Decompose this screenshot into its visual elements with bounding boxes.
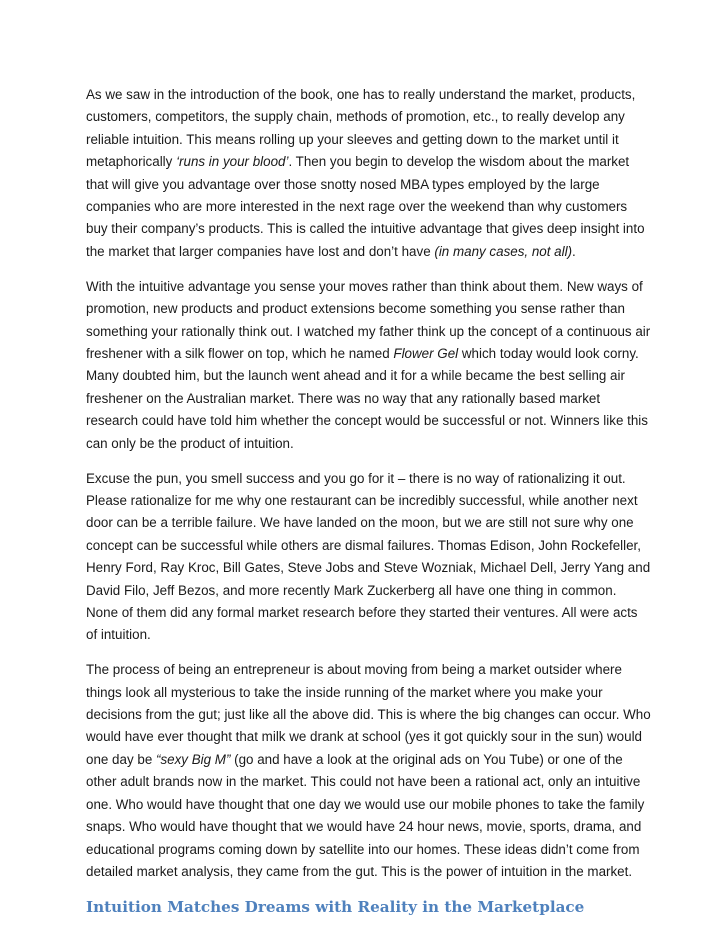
paragraph-2 <box>86 276 652 455</box>
paragraph-1-emphasis-many-cases: (in many cases, not all) <box>434 243 573 259</box>
paragraph-3 <box>86 468 652 647</box>
paragraph-2-text-continued: which today would look corny. Many doubted him, but the launch went ahead and it for a while became the best selling air freshener on the Australian market. There was no way that any rationally based market research could have told him whether the concept would be successful or not. Winners like this can only be the product of intuition. <box>86 345 648 451</box>
paragraph-3-text: Excuse the pun, you smell success and you go for it – there is no way of rationalizing it out. Please rationalize for me why one restaurant can be incredibly successful, while another next door can be a terrible failure. We have landed on the moon, but we are still not sure why one concept can be successful while others are dismal failures. Thomas Edison, John Rockefeller, Henry Ford, Ray Kroc, Bill Gates, Steve Jobs and Steve Wozniak, Michael Dell, Jerry Yang and David Filo, Jeff Bezos, and more recently Mark Zuckerberg all have one thing in common. None of them did any formal market research before they started their ventures. All were acts of intuition. <box>86 470 651 643</box>
document-body <box>86 84 652 918</box>
paragraph-4-emphasis-sexy-big-m: “sexy Big M” <box>156 751 231 767</box>
paragraph-4-text: The process of being an entrepreneur is about moving from being a market outsider where things look all mysterious to take the inside running of the market where you make your decisions from the gut; just like all the above did. This is where the big changes can occur. Who would have ever thought that milk we drank at school (yes it got quickly sour in the sun) would one day be <box>86 662 651 767</box>
section-heading: Intuition Matches Dreams with Reality in the Marketplace <box>86 897 585 916</box>
paragraph-1-text-continued: . Then you begin to develop the wisdom about the market that will give you advantage over those snotty nosed MBA types employed by the large companies who are more interested in the next rage over the weekend than why customers buy their company’s products. This is called the intuitive advantage that gives deep insight into the market that larger companies have lost and don’t have <box>86 154 645 259</box>
paragraph-2-text: With the intuitive advantage you sense your moves rather than think about them. New ways of promotion, new products and product extensions become something you sense rather than something your rationally think out. I watched my father think up the concept of a continuous air freshener with a silk flower on top, which he named <box>86 278 651 361</box>
paragraph-1 <box>86 84 652 263</box>
paragraph-4-text-continued: (go and have a look at the original ads on You Tube) or one of the other adult brands now in the market. This could not have been a rational act, only an intuitive one. Who would have thought that one day we would use our mobile phones to take the family snaps. Who would have thought that we would have 24 hour news, movie, sports, drama, and educational programs coming down by satellite into our homes. These ideas didn’t come from detailed market analysis, they came from the gut. This is the power of intuition in the market. <box>86 751 645 879</box>
paragraph-4 <box>86 659 652 883</box>
paragraph-1-emphasis-runs-in-blood: ‘runs in your blood’ <box>176 154 289 170</box>
paragraph-1-text-end: . <box>572 243 576 259</box>
paragraph-2-emphasis-flower-gel: Flower Gel <box>393 345 459 361</box>
paragraph-1-text: As we saw in the introduction of the book, one has to really understand the market, products, customers, competitors, the supply chain, methods of promotion, etc., to really develop any reliable intuition. This means rolling up your sleeves and getting down to the market until it metaphorically <box>86 87 636 170</box>
